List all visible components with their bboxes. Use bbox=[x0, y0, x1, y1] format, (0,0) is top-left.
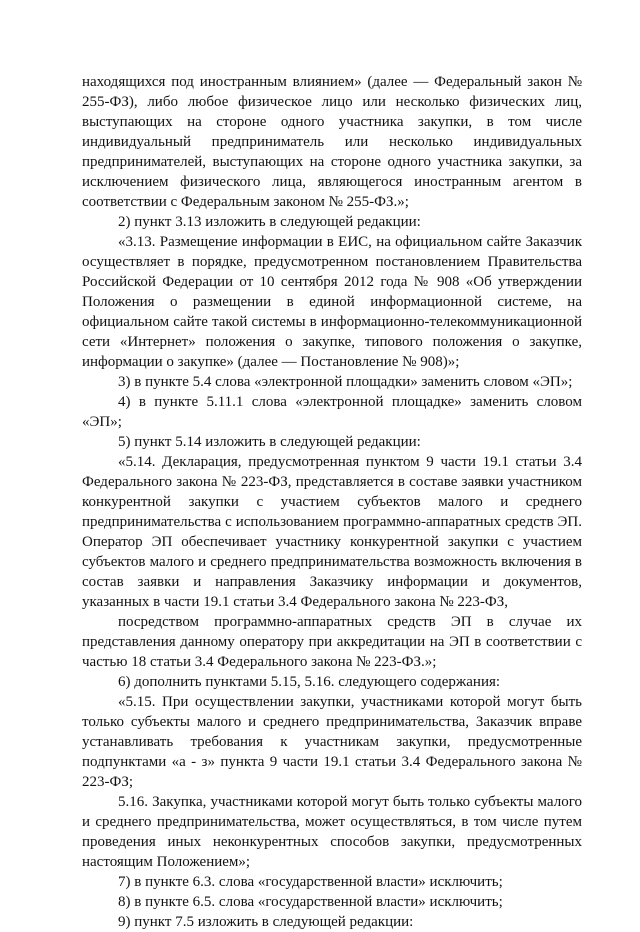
paragraph-item-3: 3) в пункте 5.4 слова «электронной площадки» заменить словом «ЭП»; bbox=[118, 374, 573, 390]
paragraph-item-2: 2) пункт 3.13 изложить в следующей редакции: bbox=[118, 214, 421, 230]
paragraph-item-4: 4) в пункте 5.11.1 слова «электронной площадке» заменить словом «ЭП»; bbox=[82, 394, 582, 430]
paragraph-quote-5-14-continued: посредством программно-аппаратных средств ЭП в случае их представления данному оператору при аккредитации на ЭП в соответствии с частью 18 статьи 3.4 Федерального закона № 223-ФЗ.»; bbox=[82, 614, 582, 670]
paragraph-item-6: 6) дополнить пунктами 5.15, 5.16. следующего содержания: bbox=[118, 674, 501, 690]
paragraph-item-5: 5) пункт 5.14 изложить в следующей редакции: bbox=[118, 434, 421, 450]
paragraph-item-9: 9) пункт 7.5 изложить в следующей редакции: bbox=[118, 914, 414, 930]
paragraph-item-7: 7) в пункте 6.3. слова «государственной власти» исключить; bbox=[118, 874, 503, 890]
paragraph-quote-5-16: 5.16. Закупка, участниками которой могут быть только субъекты малого и среднего предпринимательства, может осуществляться, в том числе путем проведения иных неконкурентных способов закупки, предусмотренных настоящим Положением»; bbox=[82, 794, 582, 870]
document-page bbox=[82, 72, 582, 932]
paragraph-quote-3-13: «3.13. Размещение информации в ЕИС, на официальном сайте Заказчик осуществляет в порядке, предусмотренном постановлением Правительства Российской Федерации от 10 сентября 2012 года № 908 «Об утверждении Положения о размещении в единой информационной системе, на официальном сайте такой системы в информационно-телекоммуникационной сети «Интернет» положения о закупке, типового положения о закупке, информации о закупке» (далее — Постановление № 908)»; bbox=[82, 234, 582, 370]
paragraph-quote-5-14: «5.14. Декларация, предусмотренная пунктом 9 части 19.1 статьи 3.4 Федерального закона № 223-ФЗ, представляется в составе заявки участником конкурентной закупки с участием субъектов малого и среднего предпринимательства с использованием программно-аппаратных средств ЭП. Оператор ЭП обеспечивает участнику конкурентной закупки с участием субъектов малого и среднего предпринимательства возможность включения в состав заявки и направления Заказчику информации и документов, указанных в части 19.1 статьи 3.4 Федерального закона № 223-ФЗ, bbox=[82, 454, 582, 610]
paragraph-quote-5-15: «5.15. При осуществлении закупки, участниками которой могут быть только субъекты малого и среднего предпринимательства, Заказчик вправе устанавливать требования к участникам закупки, предусмотренные подпунктами «а - з» пункта 9 части 19.1 статьи 3.4 Федерального закона № 223-ФЗ; bbox=[82, 694, 582, 790]
paragraph-continuation: находящихся под иностранным влиянием» (далее — Федеральный закон № 255-ФЗ), либо любое физическое лицо или несколько физических лиц, выступающих на стороне одного участника закупки, в том числе индивидуальный предприниматель или несколько индивидуальных предпринимателей, выступающих на стороне одного участника закупки, за исключением физического лица, являющегося иностранным агентом в соответствии с Федеральным законом № 255-ФЗ.»; bbox=[82, 74, 582, 210]
paragraph-item-8: 8) в пункте 6.5. слова «государственной власти» исключить; bbox=[118, 894, 503, 910]
